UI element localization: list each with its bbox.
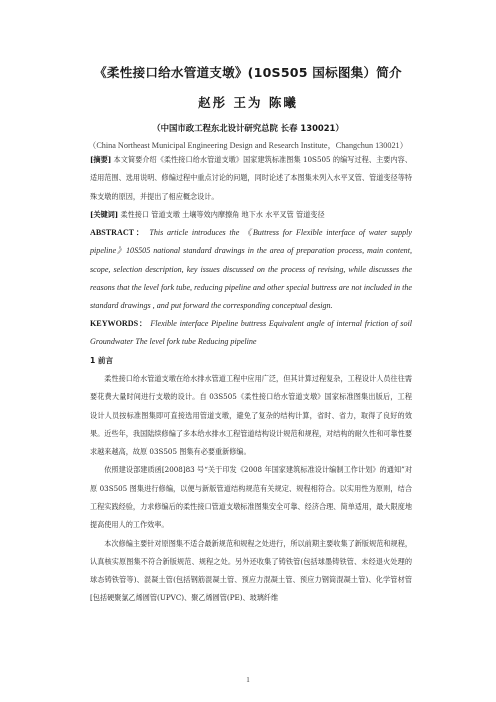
- section-heading: 1 前言: [90, 355, 114, 365]
- abstract-en-text: This article introduces the 《Buttress for Flexible interface of water supply pipeline》10S505 national standard drawings in the area of preparation process, main content, scope, selection description, key issues discussed on the process of revising, while discusses the reasons that the level fork tube, reducing pipeline and other special buttress are not included in the standard drawings , and put forward the corresponding conceptual design.: [90, 228, 413, 310]
- affiliation-en: （China Northeast Municipal Engineering Design and Research Institute，Changchun 130021）: [88, 141, 408, 150]
- keywords-cn-text: 柔性接口 管道支墩 土壤等效内摩擦角 地下水 水平叉管 管道变径: [120, 209, 325, 219]
- abstract-en: [90, 224, 412, 315]
- keywords-en-label: KEYWORDS：: [90, 319, 148, 329]
- keywords-cn: [90, 206, 412, 224]
- paragraph-1: 柔性接口给水管道支墩在给水排水管道工程中应用广泛，但其计算过程复杂，工程设计人员往往需要花费大量时间进行支墩的设计。自 03S505《柔性接口给水管道支墩》国家标准图集出版后，工程设计人员按标准图集即可直接选用管道支墩，避免了复杂的结构计算，省时、省力，取得了良好的效果。近些年，我国陆续修编了多本给水排水工程管道结构设计规范和规程，对结构的耐久性和可靠性要求越来越高，故原 03S505 图集有必要重新修编。: [90, 373, 412, 457]
- page-number: 1: [246, 676, 250, 684]
- keywords-en-text: Flexible interface Pipeline buttress Equivalent angle of internal friction of soil Groundwater The level fork tube Reducing pipeline: [90, 319, 412, 347]
- abstract-cn-label: [摘要]: [90, 155, 112, 164]
- authors: 赵彤 王为 陈曦: [198, 95, 298, 110]
- paragraph-2: 依照建设部建质函[2008]83 号“关于印发《2008 年国家建筑标准设计编制工作计划》的通知”对原 03S505 图集进行修编，以便与新版管道结构规范有关规定、规程相符合。以实用性为原则，结合工程实践经验，力求修编后的柔性接口管道支墩标准图集安全可靠、经济合理、简单适用，最大限度地提高使用人的工作效率。: [90, 465, 412, 530]
- page-title: 《柔性接口给水管道支墩》(10S505 国标图集）简介: [94, 65, 402, 80]
- keywords-en: [90, 315, 412, 351]
- keywords-cn-label: [关键词]: [90, 209, 119, 219]
- abstract-en-label: ABSTRACT：: [90, 228, 146, 238]
- abstract-cn-text: 本文简要介绍《柔性接口给水管道支墩》国家建筑标准图集 10S505 的编写过程、主要内容、适用范围、选用说明、修编过程中重点讨论的问题，同时论述了本图集未列入水平叉管、管道变径等特殊支墩的原因，并提出了相应概念设计。: [90, 155, 412, 201]
- abstract-block: [90, 151, 412, 608]
- affiliation-cn: （中国市政工程东北设计研究总院 长春 130021）: [152, 123, 344, 133]
- paragraph-3: 本次修编主要针对原图集不适合最新规范和规程之处进行，所以前期主要收集了新版规范和规程，认真核实原图集不符合新版规范、规程之处。另外还收集了铸铁管(包括球墨铸铁管、未经退火处理的球态铸铁管等)、混凝土管(包括钢筋混凝土管、预应力混凝土管、预应力钢筒混凝土管)、化学管材管[包括硬聚氯乙烯圆管(UPVC)、聚乙烯圆管(PE)、玻璃纤维: [90, 538, 412, 603]
- abstract-cn: [90, 151, 412, 206]
